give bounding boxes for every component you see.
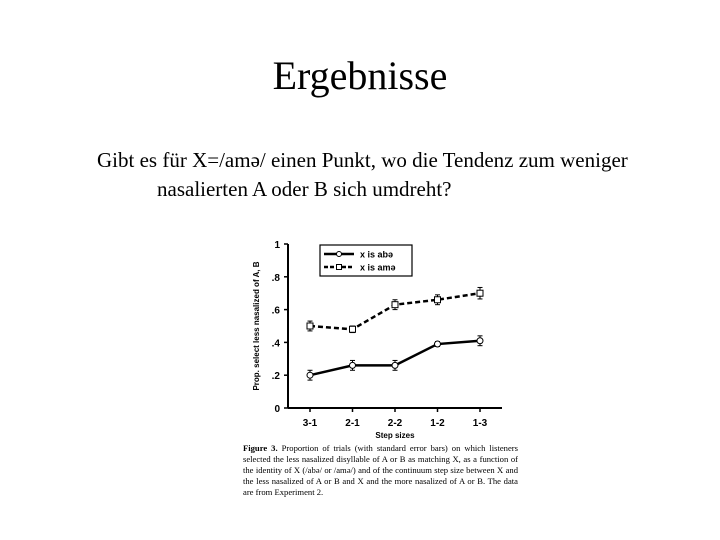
legend-marker (337, 252, 342, 257)
chart-marks (307, 287, 483, 380)
legend-marker (337, 265, 342, 270)
series-line (310, 293, 480, 329)
caption-text: Proportion of trials (with standard error bars) on which listeners selected the less nasalized disyllable of A or B as matching X, as a function of the identity of X (/abə/ or /amə/) and of the continuum step size between X and the less nasalized of A or B and X and the more nasalized of A or B. The data are from Experiment 2. (243, 443, 518, 497)
data-point (435, 297, 441, 303)
y-axis-label: Prop. select less nasalized of A, B (252, 261, 261, 391)
data-point (307, 323, 313, 329)
x-axis-label: Step sizes (375, 431, 415, 440)
data-point (477, 290, 483, 296)
question-text: Gibt es für X=/amə/ einen Punkt, wo die Tendenz zum weniger nasalierten A oder B sich umdreht? (97, 148, 628, 201)
y-tick-label: .2 (271, 371, 280, 383)
data-point (477, 338, 483, 344)
figure-caption (243, 443, 518, 498)
data-point (392, 302, 398, 308)
results-chart (240, 232, 520, 440)
y-tick-label: .6 (271, 305, 280, 317)
y-tick-label: 1 (274, 240, 280, 251)
chart-legend (320, 245, 412, 276)
caption-label: Figure 3. (243, 443, 278, 453)
data-point (392, 362, 398, 368)
y-tick-label: 0 (274, 404, 280, 415)
legend-label: x is abə (360, 249, 394, 260)
x-tick-label: 1-3 (472, 418, 488, 429)
data-point (350, 326, 356, 332)
data-point (350, 362, 356, 368)
data-point (307, 372, 313, 378)
x-tick-label: 2-1 (345, 418, 360, 429)
chart-svg (240, 232, 520, 440)
x-tick-label: 2-2 (387, 418, 403, 429)
y-tick-label: .4 (271, 338, 280, 350)
x-tick-label: 3-1 (302, 418, 318, 429)
y-tick-label: .8 (271, 272, 280, 284)
slide-title: Ergebnisse (272, 53, 448, 98)
x-tick-label: 1-2 (430, 418, 445, 429)
legend-label: x is amə (360, 262, 396, 273)
data-point (435, 341, 441, 347)
